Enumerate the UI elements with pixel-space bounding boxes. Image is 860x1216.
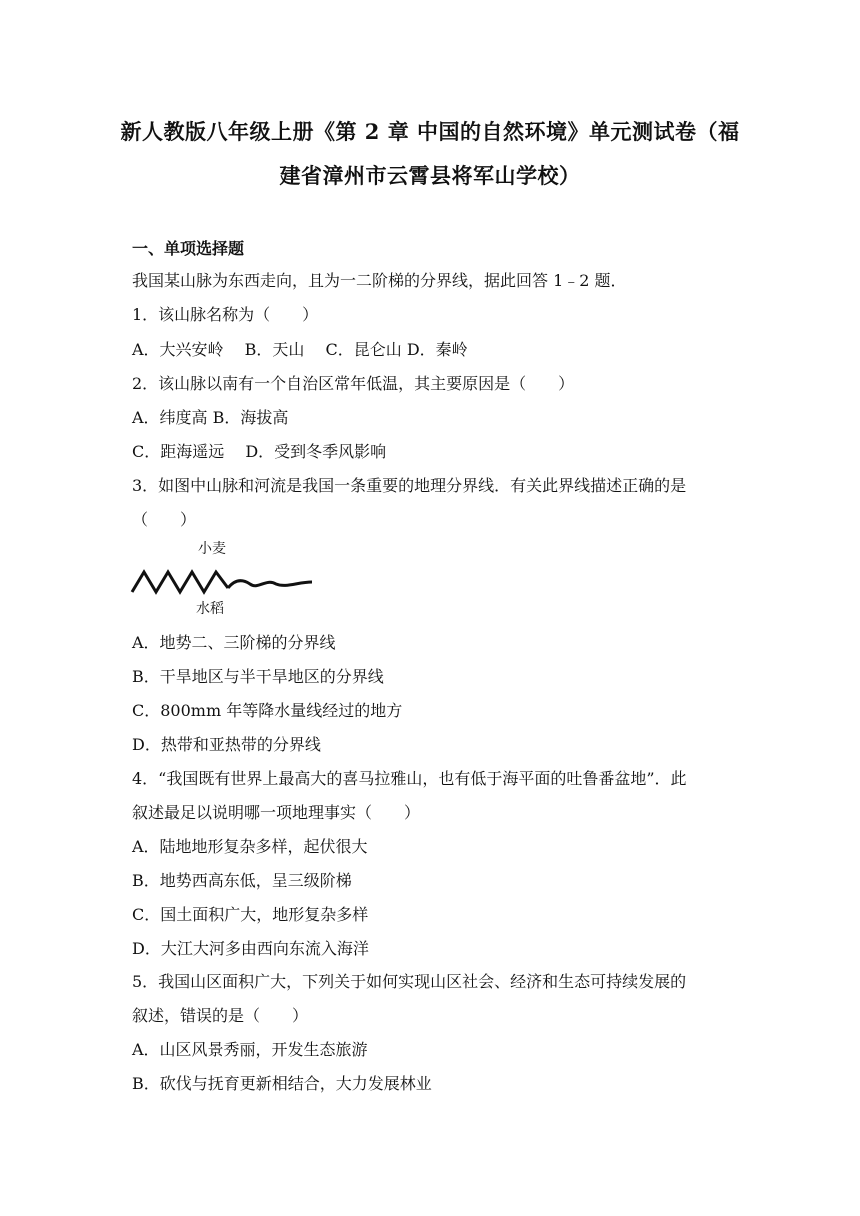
mountain-river-diagram <box>130 538 315 616</box>
document-title-line-2: 建省漳州市云霄县将军山学校） <box>279 163 581 188</box>
rice-label: 水稻 <box>196 601 224 617</box>
question-3-option-c: C．800mm 年等降水量线经过的地方 <box>132 701 403 720</box>
question-2: 2．该山脉以南有一个自治区常年低温，其主要原因是（ ） <box>132 374 575 393</box>
question-3-option-b: B．干旱地区与半干旱地区的分界线 <box>132 667 384 686</box>
question-1: 1．该山脉名称为（ ） <box>132 305 319 324</box>
question-1-options: A．大兴安岭 B．天山 C．昆仑山 D．秦岭 <box>132 340 468 359</box>
wheat-label: 小麦 <box>198 541 226 557</box>
question-3-bracket: （ ） <box>132 510 197 529</box>
question-3-option-d: D．热带和亚热带的分界线 <box>132 735 321 754</box>
question-4: 4．“我国既有世界上最高大的喜马拉雅山，也有低于海平面的吐鲁番盆地”．此 <box>132 769 687 788</box>
river-curve <box>228 581 312 588</box>
question-3-option-a: A．地势二、三阶梯的分界线 <box>132 633 336 652</box>
question-5-cont: 叙述，错误的是（ ） <box>132 1006 309 1025</box>
question-4-cont: 叙述最足以说明哪一项地理事实（ ） <box>132 803 421 822</box>
question-intro: 我国某山脉为东西走向，且为一二阶梯的分界线，据此回答 1﹣2 题． <box>132 271 627 290</box>
question-2-options-ab: A．纬度高 B．海拔高 <box>132 408 289 427</box>
document-title-line-1: 新人教版八年级上册《第 2 章 中国的自然环境》单元测试卷（福 <box>120 119 740 144</box>
question-4-option-d: D．大江大河多由西向东流入海洋 <box>132 939 369 958</box>
question-4-option-c: C．国土面积广大，地形复杂多样 <box>132 905 369 924</box>
question-3: 3．如图中山脉和河流是我国一条重要的地理分界线．有关此界线描述正确的是 <box>132 476 687 495</box>
question-4-option-a: A．陆地地形复杂多样，起伏很大 <box>132 837 368 856</box>
question-5-option-a: A．山区风景秀丽，开发生态旅游 <box>132 1040 368 1059</box>
question-5: 5．我国山区面积广大，下列关于如何实现山区社会、经济和生态可持续发展的 <box>132 972 687 991</box>
question-2-options-cd: C．距海遥远 D．受到冬季风影响 <box>132 442 387 461</box>
question-4-option-b: B．地势西高东低，呈三级阶梯 <box>132 871 352 890</box>
section-heading: 一、单项选择题 <box>132 239 245 258</box>
mountain-river-line <box>130 558 315 598</box>
question-5-option-b: B．砍伐与抚育更新相结合，大力发展林业 <box>132 1074 432 1093</box>
mountain-zigzag <box>132 572 228 592</box>
